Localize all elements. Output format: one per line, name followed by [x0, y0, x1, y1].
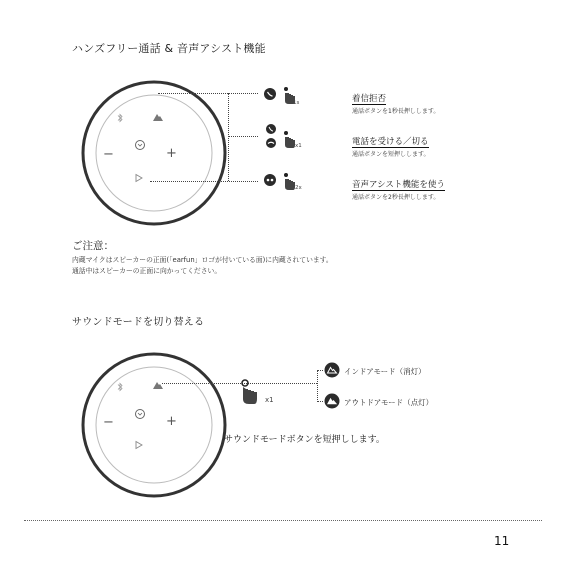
- volume-up-icon: +: [166, 146, 177, 161]
- footer-divider: [24, 520, 542, 521]
- bluetooth-icon: [116, 382, 124, 392]
- function-desc: 通話ボタンを1秒長押しします。: [352, 108, 440, 115]
- sound-mode-description: サウンドモードボタンを短押しします。: [224, 435, 385, 445]
- press-count: x1: [265, 396, 274, 404]
- volume-down-icon: −: [103, 147, 114, 162]
- section-title-handsfree: ハンズフリー通話 & 音声アシスト機能: [72, 42, 266, 55]
- note-title: ご注意：: [72, 240, 114, 252]
- function-title: 音声アシスト機能を使う: [352, 180, 445, 190]
- speaker-top-view-1: [79, 78, 229, 228]
- mode-label-indoor: インドアモード（消灯）: [344, 367, 426, 376]
- note-line: 内蔵マイクはスピーカーの正面(「earfun」ロゴが付いている面)に内蔵されています。: [72, 256, 333, 264]
- call-button-icon: [134, 408, 146, 420]
- connector-line-vertical: [317, 370, 318, 402]
- volume-down-icon: −: [103, 415, 114, 430]
- mode-label-outdoor: アウトドアモード（点灯）: [344, 398, 434, 407]
- play-icon: [134, 173, 144, 183]
- connector-line-outdoor: [317, 401, 323, 402]
- section-title-sound-mode: サウンドモードを切り替える: [72, 317, 205, 328]
- function-title: 電話を受ける／切る: [352, 137, 429, 147]
- connector-line-mid: [228, 136, 258, 137]
- connector-line-indoor: [317, 370, 323, 371]
- end-call-icon: [265, 137, 277, 149]
- volume-up-icon: +: [166, 414, 177, 429]
- answer-call-icon: [265, 123, 277, 135]
- play-icon: [134, 440, 144, 450]
- sound-mode-icon: [152, 380, 164, 390]
- press-count-1: 1s: [293, 100, 300, 106]
- connector-line-top: [158, 93, 258, 94]
- reject-call-icon: [263, 87, 277, 101]
- connector-line-vertical: [228, 93, 229, 181]
- bluetooth-icon: [116, 113, 124, 123]
- speaker-top-view-2: [79, 350, 229, 500]
- press-count-3: 2x: [295, 185, 302, 191]
- function-answer: [352, 129, 430, 158]
- function-desc: 通話ボタンを短押しします。: [352, 151, 430, 158]
- function-reject: [352, 86, 439, 115]
- sound-mode-icon: [152, 112, 164, 122]
- call-button-icon: [134, 139, 146, 151]
- connector-line-bottom: [150, 181, 258, 182]
- page-number: 11: [494, 534, 510, 548]
- voice-assistant-icon: [263, 173, 277, 187]
- note-line: 通話中はスピーカーの正面に向かってください。: [72, 267, 222, 275]
- press-count-2: x1: [295, 143, 302, 149]
- function-desc: 通話ボタンを2秒長押しします。: [352, 194, 440, 201]
- press-hand-icon: [238, 377, 262, 407]
- mountain-icon: [324, 362, 340, 378]
- function-voice-assist: [352, 172, 445, 201]
- function-title: 着信拒否: [352, 94, 387, 104]
- mountain-icon: [324, 393, 340, 409]
